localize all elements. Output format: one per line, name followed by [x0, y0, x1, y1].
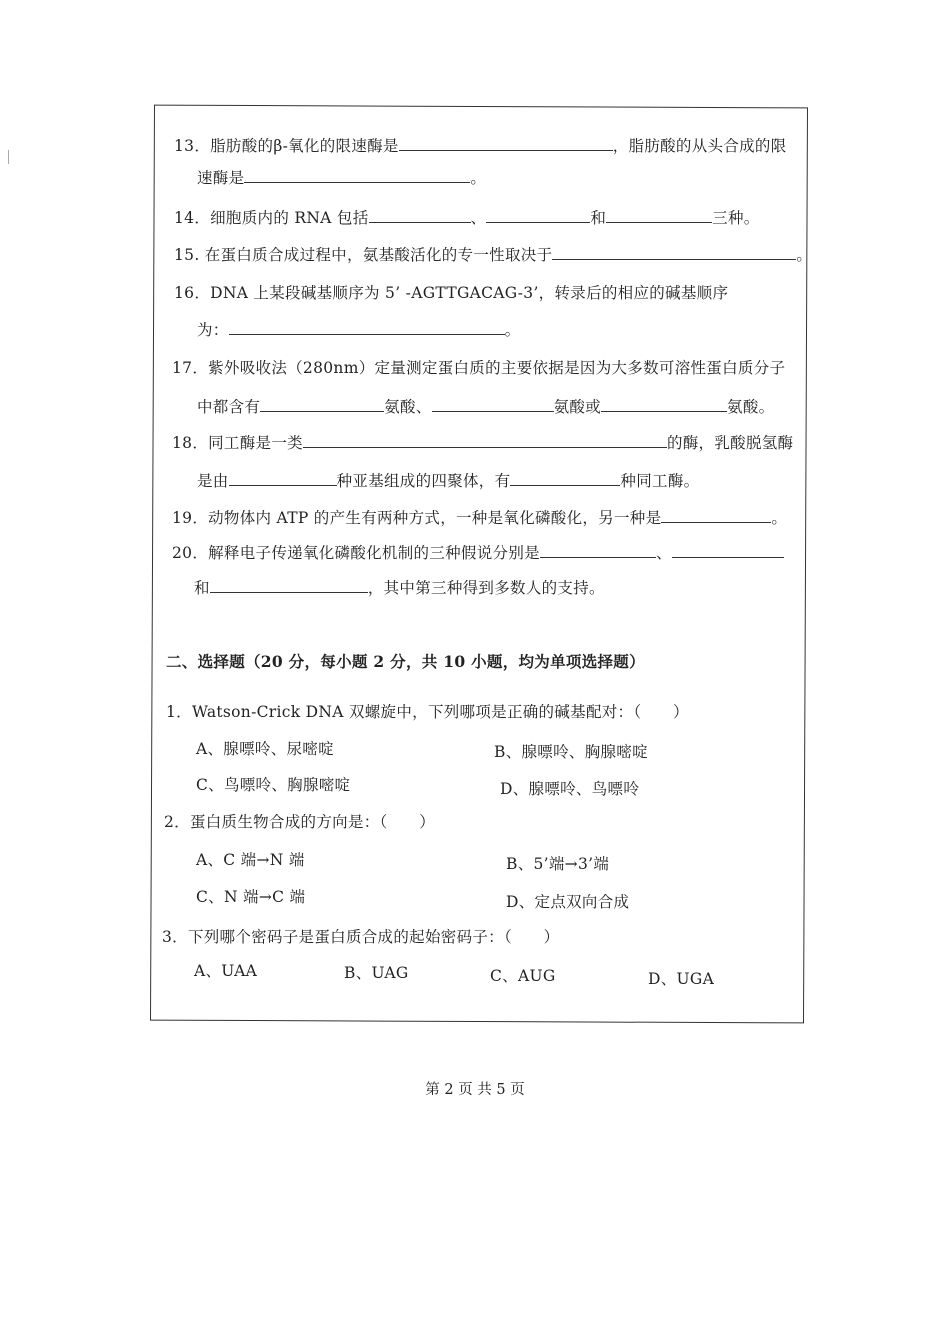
answer-blank[interactable] — [540, 541, 656, 558]
answer-blank[interactable] — [432, 395, 554, 412]
option-a[interactable]: A、腺嘌呤、尿嘧啶 — [196, 740, 334, 758]
question-16-line2: 为： 。 — [197, 318, 520, 340]
option-a[interactable]: A、C 端→N 端 — [196, 851, 305, 869]
answer-blank[interactable] — [486, 206, 590, 223]
page-number: 第 2 页 共 5 页 — [425, 1082, 525, 1098]
option-c[interactable]: C、鸟嘌呤、胸腺嘧啶 — [196, 776, 351, 794]
answer-blank[interactable] — [552, 243, 796, 260]
option-c[interactable]: C、N 端→C 端 — [196, 888, 306, 906]
question-17-line2: 中都含有 氨酸、 氨酸或 氨酸。 — [197, 395, 774, 417]
question-13-line2: 速酶是 。 — [197, 166, 486, 188]
answer-blank[interactable] — [369, 206, 471, 223]
answer-blank[interactable] — [260, 395, 384, 412]
choice-question-1: 1．Watson-Crick DNA 双螺旋中，下列哪项是正确的碱基配对：（ ） — [166, 703, 689, 721]
answer-blank[interactable] — [672, 541, 784, 558]
option-c[interactable]: C、AUG — [490, 967, 556, 985]
choice-question-2: 2．蛋白质生物合成的方向是：（ ） — [164, 813, 436, 831]
question-17-line1: 17．紫外吸收法（280nm）定量测定蛋白质的主要依据是因为大多数可溶性蛋白质分子 — [172, 359, 786, 377]
section-heading: 二、选择题（20 分，每小题 2 分，共 10 小题，均为单项选择题） — [166, 652, 645, 671]
answer-blank[interactable] — [601, 395, 727, 412]
question-18-line1: 18．同工酶是一类 的酶，乳酸脱氢酶 — [172, 431, 793, 453]
question-20-line2: 和 ，其中第三种得到多数人的支持。 — [194, 576, 605, 598]
answer-blank[interactable] — [399, 134, 613, 151]
question-19: 19．动物体内 ATP 的产生有两种方式，一种是氧化磷酸化，另一种是 。 — [172, 506, 787, 528]
option-a[interactable]: A、UAA — [194, 962, 258, 980]
question-14: 14．细胞质内的 RNA 包括 、 和 三种。 — [174, 206, 760, 228]
question-18-line2: 是由 种亚基组成的四聚体，有 种同工酶。 — [197, 469, 699, 491]
option-b[interactable]: B、腺嘌呤、胸腺嘧啶 — [494, 743, 648, 761]
answer-blank[interactable] — [303, 431, 667, 448]
question-16-line1: 16．DNA 上某段碱基顺序为 5’ -AGTTGACAG-3’，转录后的相应的碱基顺序 — [174, 284, 729, 302]
option-d[interactable]: D、UGA — [648, 970, 715, 988]
option-d[interactable]: D、定点双向合成 — [506, 893, 630, 911]
option-b[interactable]: B、5’端→3’端 — [506, 855, 610, 873]
answer-blank[interactable] — [606, 206, 712, 223]
choice-question-3: 3．下列哪个密码子是蛋白质合成的起始密码子：（ ） — [162, 928, 560, 946]
answer-blank[interactable] — [244, 166, 470, 183]
answer-blank[interactable] — [210, 576, 368, 593]
question-13-line1: 13．脂肪酸的β-氧化的限速酶是 ，脂肪酸的从头合成的限 — [174, 134, 787, 156]
answer-blank[interactable] — [229, 469, 337, 486]
question-15: 15. 在蛋白质合成过程中，氨基酸活化的专一性取决于 。 — [174, 243, 812, 265]
scan-mark — [8, 150, 9, 164]
answer-blank[interactable] — [229, 318, 505, 335]
option-b[interactable]: B、UAG — [344, 964, 409, 982]
question-20-line1: 20．解释电子传递氧化磷酸化机制的三种假说分别是 、 — [172, 541, 784, 563]
answer-blank[interactable] — [510, 469, 620, 486]
answer-blank[interactable] — [661, 506, 771, 523]
option-d[interactable]: D、腺嘌呤、鸟嘌呤 — [500, 780, 640, 798]
